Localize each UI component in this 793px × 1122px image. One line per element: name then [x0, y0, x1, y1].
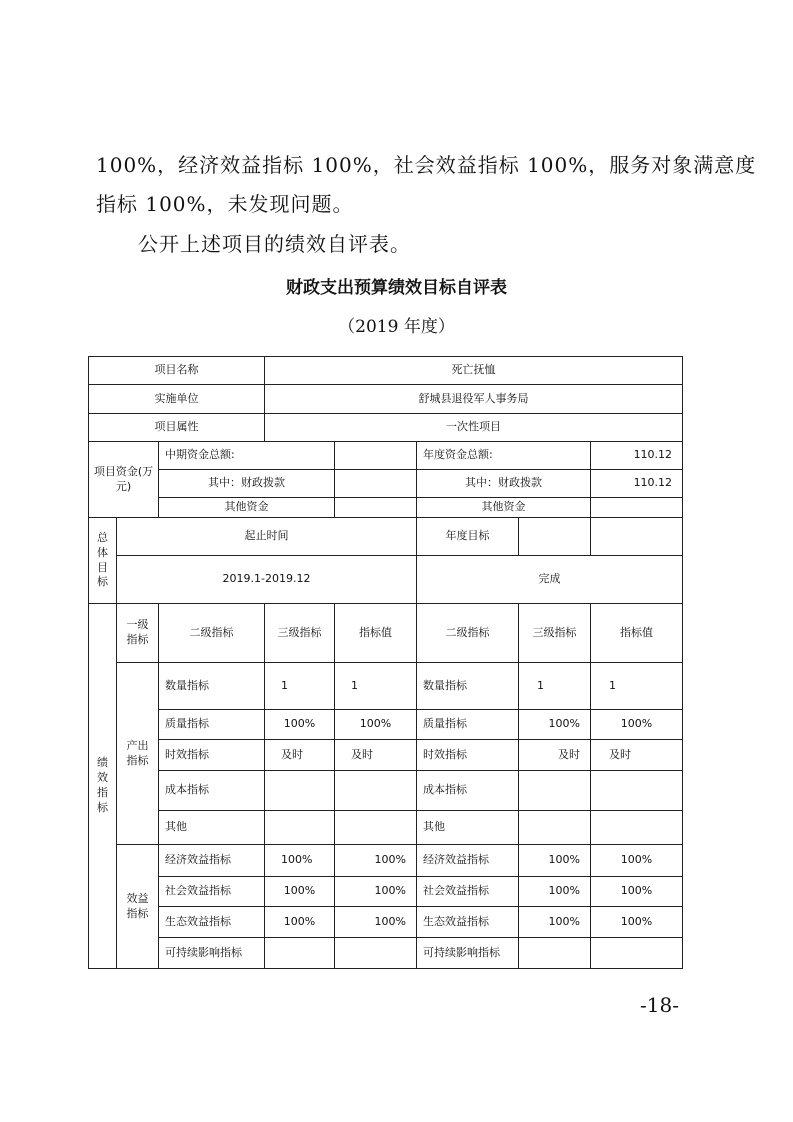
mid-total-label: 中期资金总额: — [159, 442, 335, 470]
indicator-name: 时效指标 — [159, 740, 265, 771]
body-text-line-3: 公开上述项目的绩效自评表。 — [138, 232, 411, 256]
indicator-name: 数量指标 — [159, 663, 265, 710]
indicator-name: 时效指标 — [417, 740, 519, 771]
level3-value: 100% — [265, 710, 335, 740]
level3-value: 100% — [265, 907, 335, 938]
indicator-value: 100% — [591, 845, 683, 877]
indicator-value: 100% — [591, 877, 683, 907]
indicator-name: 其他 — [417, 811, 519, 845]
indicator-value — [335, 771, 417, 811]
mid-total-value — [335, 442, 417, 470]
indicator-value: 1 — [591, 663, 683, 710]
indicator-value: 1 — [335, 663, 417, 710]
table-header-row — [89, 604, 683, 663]
table-row — [89, 845, 683, 877]
indicator-value — [591, 938, 683, 969]
empty-cell — [519, 518, 591, 556]
indicator-name: 成本指标 — [417, 771, 519, 811]
level2-header: 二级指标 — [417, 604, 519, 663]
indicator-name: 经济效益指标 — [417, 845, 519, 877]
level2-header: 二级指标 — [159, 604, 265, 663]
table-row — [89, 385, 683, 414]
attr-value: 一次性项目 — [265, 414, 683, 442]
project-name-label: 项目名称 — [89, 357, 265, 385]
table-row — [89, 414, 683, 442]
indicator-value: 100% — [335, 710, 417, 740]
table-row — [89, 442, 683, 470]
period-label: 起止时间 — [117, 518, 417, 556]
attr-label: 项目属性 — [89, 414, 265, 442]
level3-value: 及时 — [519, 740, 591, 771]
indicator-name: 经济效益指标 — [159, 845, 265, 877]
indicator-name: 生态效益指标 — [417, 907, 519, 938]
level3-value: 及时 — [265, 740, 335, 771]
unit-value: 舒城县退役军人事务局 — [265, 385, 683, 414]
annual-goal-value: 完成 — [417, 556, 683, 604]
level3-value: 100% — [519, 877, 591, 907]
year-total-label: 年度资金总额: — [417, 442, 591, 470]
indicator-value: 100% — [335, 845, 417, 877]
overall-goal-label: 总体目标 — [89, 518, 117, 604]
level3-value — [265, 938, 335, 969]
table-row — [89, 771, 683, 811]
indicator-name: 社会效益指标 — [417, 877, 519, 907]
table-row — [89, 710, 683, 740]
level3-value: 100% — [519, 907, 591, 938]
body-text-line-1: 100%，经济效益指标 100%，社会效益指标 100%，服务对象满意度 — [96, 153, 757, 177]
value-header: 指标值 — [591, 604, 683, 663]
perf-label: 绩效指标 — [89, 604, 117, 969]
indicator-name: 可持续影响指标 — [159, 938, 265, 969]
indicator-value — [591, 771, 683, 811]
level3-value: 1 — [519, 663, 591, 710]
output-label: 产出指标 — [117, 663, 159, 845]
project-name-value: 死亡抚恤 — [265, 357, 683, 385]
indicator-value — [591, 811, 683, 845]
indicator-name: 可持续影响指标 — [417, 938, 519, 969]
level3-header: 三级指标 — [519, 604, 591, 663]
self-evaluation-table — [88, 356, 683, 969]
indicator-value — [335, 811, 417, 845]
level3-value: 100% — [265, 845, 335, 877]
table-title: 财政支出预算绩效目标自评表 — [286, 278, 507, 298]
indicator-value: 100% — [335, 907, 417, 938]
period-value: 2019.1-2019.12 — [117, 556, 417, 604]
level3-value — [519, 938, 591, 969]
year-other-label: 其他资金 — [417, 498, 591, 518]
level3-value — [265, 771, 335, 811]
mid-other-value — [335, 498, 417, 518]
mid-fiscal-value — [335, 470, 417, 498]
year-other-value — [591, 498, 683, 518]
level3-value: 100% — [519, 845, 591, 877]
indicator-name: 质量指标 — [159, 710, 265, 740]
indicator-name: 其他 — [159, 811, 265, 845]
indicator-value: 100% — [335, 877, 417, 907]
indicator-value: 及时 — [591, 740, 683, 771]
table-row — [89, 357, 683, 385]
indicator-name: 成本指标 — [159, 771, 265, 811]
table-subtitle: （2019 年度） — [338, 317, 455, 337]
page-number: -18- — [640, 993, 679, 1017]
benefit-label: 效益指标 — [117, 845, 159, 969]
year-fiscal-label: 其中：财政拨款 — [417, 470, 591, 498]
body-text-line-2: 指标 100%，未发现问题。 — [96, 192, 354, 216]
level3-value — [519, 771, 591, 811]
table-row — [89, 470, 683, 498]
indicator-value: 100% — [591, 710, 683, 740]
table-row — [89, 811, 683, 845]
year-fiscal-value: 110.12 — [591, 470, 683, 498]
indicator-value: 100% — [591, 907, 683, 938]
empty-cell — [591, 518, 683, 556]
indicator-name: 社会效益指标 — [159, 877, 265, 907]
level3-value — [265, 811, 335, 845]
table-row — [89, 663, 683, 710]
table-row — [89, 877, 683, 907]
year-total-value: 110.12 — [591, 442, 683, 470]
indicator-name: 质量指标 — [417, 710, 519, 740]
indicator-name: 数量指标 — [417, 663, 519, 710]
indicator-name: 生态效益指标 — [159, 907, 265, 938]
table-row — [89, 498, 683, 518]
table-row — [89, 907, 683, 938]
level3-value: 100% — [265, 877, 335, 907]
level3-value: 100% — [519, 710, 591, 740]
table-row — [89, 518, 683, 556]
level3-value: 1 — [265, 663, 335, 710]
level3-value — [519, 811, 591, 845]
indicator-value: 及时 — [335, 740, 417, 771]
table-row — [89, 556, 683, 604]
level3-header: 三级指标 — [265, 604, 335, 663]
indicator-value — [335, 938, 417, 969]
unit-label: 实施单位 — [89, 385, 265, 414]
table-row — [89, 740, 683, 771]
annual-goal-label: 年度目标 — [417, 518, 519, 556]
mid-other-label: 其他资金 — [159, 498, 335, 518]
mid-fiscal-label: 其中：财政拨款 — [159, 470, 335, 498]
table-row — [89, 938, 683, 969]
level1-header: 一级指标 — [117, 604, 159, 663]
value-header: 指标值 — [335, 604, 417, 663]
funds-label: 项目资金(万元) — [89, 442, 159, 518]
